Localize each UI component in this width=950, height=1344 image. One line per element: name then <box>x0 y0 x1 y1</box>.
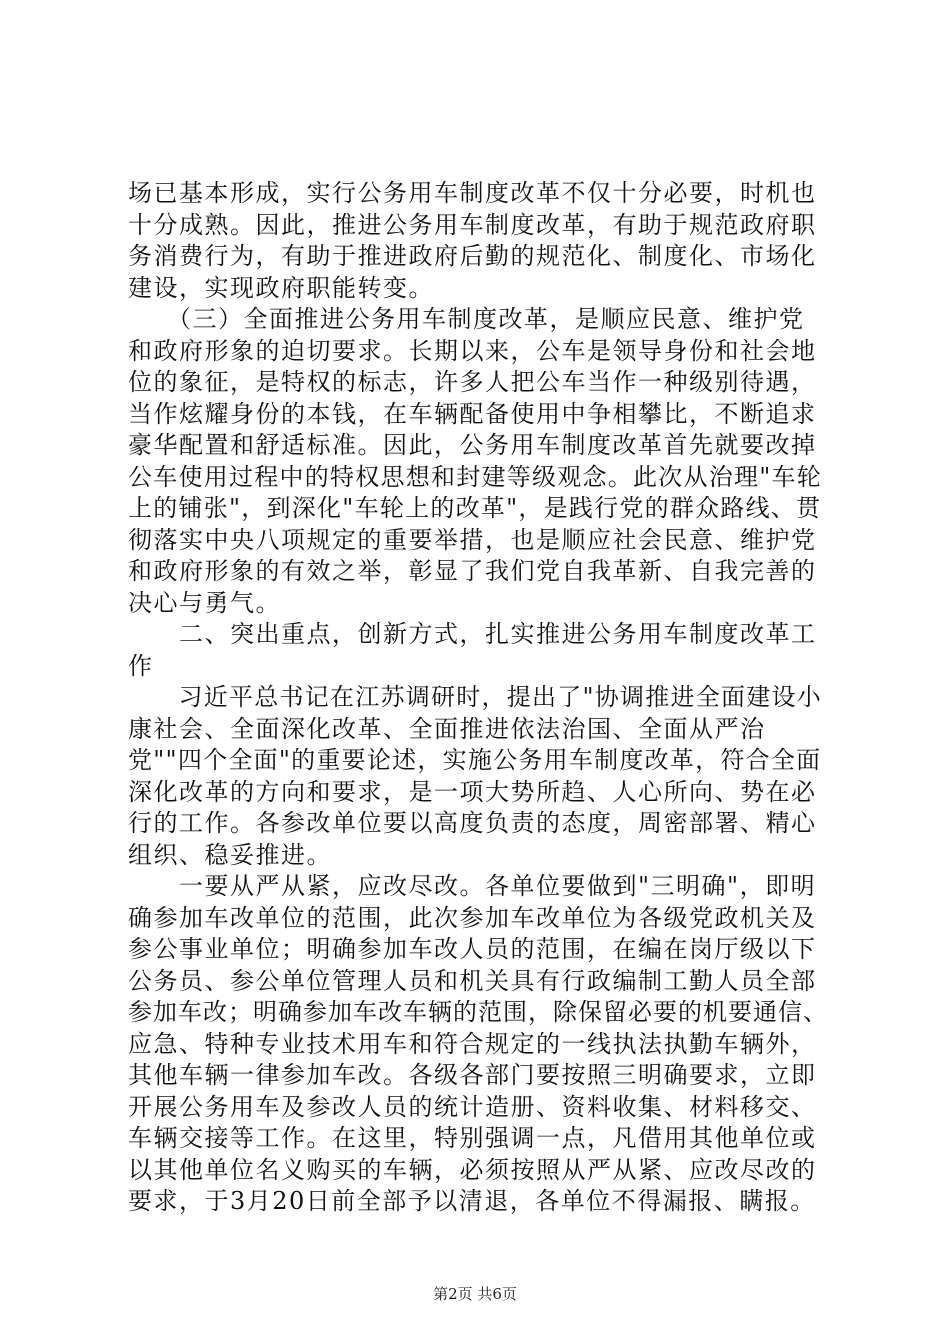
text-line: 习近平总书记在江苏调研时，提出了"协调推进全面建设小 <box>128 683 823 711</box>
page-number-footer: 第2页 共6页 <box>433 1285 517 1303</box>
text-line: 公务员、参公单位管理人员和机关具有行政编制工勤人员全部 <box>128 966 817 995</box>
text-line: 参加车改；明确参加车改车辆的范围，除保留必要的机要通信、 <box>128 998 828 1026</box>
text-line: 要求，于3月20日前全部予以清退，各单位不得漏报、瞒报。 <box>128 1187 816 1215</box>
text-line: 一要从严从紧，应改尽改。各单位要做到"三明确"，即明 <box>128 872 817 900</box>
text-line: 和政府形象的有效之举，彰显了我们党自我革新、自我完善的 <box>128 557 817 585</box>
text-line: 十分成熟。因此，推进公务用车制度改革，有助于规范政府职 <box>128 210 817 239</box>
text-line: 决心与勇气。 <box>128 588 281 617</box>
text-line: 和政府形象的迫切要求。长期以来，公车是领导身份和社会地 <box>128 336 817 365</box>
text-line: 以其他单位名义购买的车辆，必须按照从严从紧、应改尽改的 <box>128 1155 817 1184</box>
text-line: 确参加车改单位的范围，此次参加车改单位为各级党政机关及 <box>128 903 817 932</box>
text-line: （三）全面推进公务用车制度改革，是顺应民意、维护党 <box>128 305 805 333</box>
text-line: 组织、稳妥推进。 <box>128 840 332 869</box>
text-line: 当作炫耀身份的本钱，在车辆配备使用中争相攀比，不断追求 <box>128 399 817 428</box>
text-line: 建设，实现政府职能转变。 <box>128 273 434 302</box>
section-heading-line: 作 <box>128 651 154 680</box>
text-line: 上的铺张"，到深化"车轮上的改革"，是践行党的群众路线、贯 <box>128 494 822 522</box>
text-line: 应急、特种专业技术用车和符合规定的一线执法执勤车辆外， <box>128 1029 817 1058</box>
text-line: 豪华配置和舒适标准。因此，公务用车制度改革首先就要改掉 <box>128 431 817 459</box>
text-line: 公车使用过程中的特权思想和封建等级观念。此次从治理"车轮 <box>128 462 823 491</box>
text-line: 车辆交接等工作。在这里，特别强调一点，凡借用其他单位或 <box>128 1124 817 1152</box>
text-line: 党""四个全面"的重要论述，实施公务用车制度改革，符合全面 <box>128 746 822 774</box>
text-line: 位的象征，是特权的标志，许多人把公车当作一种级别待遇， <box>128 368 817 396</box>
text-line: 彻落实中央八项规定的重要举措，也是顺应社会民意、维护党 <box>128 525 817 554</box>
text-line: 行的工作。各参改单位要以高度负责的态度，周密部署、精心 <box>128 809 817 837</box>
text-line: 康社会、全面深化改革、全面推进依法治国、全面从严治 <box>128 714 766 743</box>
body-text <box>128 178 828 1218</box>
text-line: 深化改革的方向和要求，是一项大势所趋、人心所向、势在必 <box>128 777 817 806</box>
text-line: 其他车辆一律参加车改。各级各部门要按照三明确要求，立即 <box>128 1061 817 1089</box>
section-heading-line: 二、突出重点，创新方式，扎实推进公务用车制度改革工 <box>128 620 817 648</box>
text-line: 参公事业单位；明确参加车改人员的范围，在编在岗厅级以下 <box>128 935 817 963</box>
text-line: 开展公务用车及参改人员的统计造册、资料收集、材料移交、 <box>128 1092 817 1121</box>
text-line: 场已基本形成，实行公务用车制度改革不仅十分必要，时机也 <box>128 179 817 207</box>
text-line: 务消费行为，有助于推进政府后勤的规范化、制度化、市场化 <box>128 242 817 270</box>
